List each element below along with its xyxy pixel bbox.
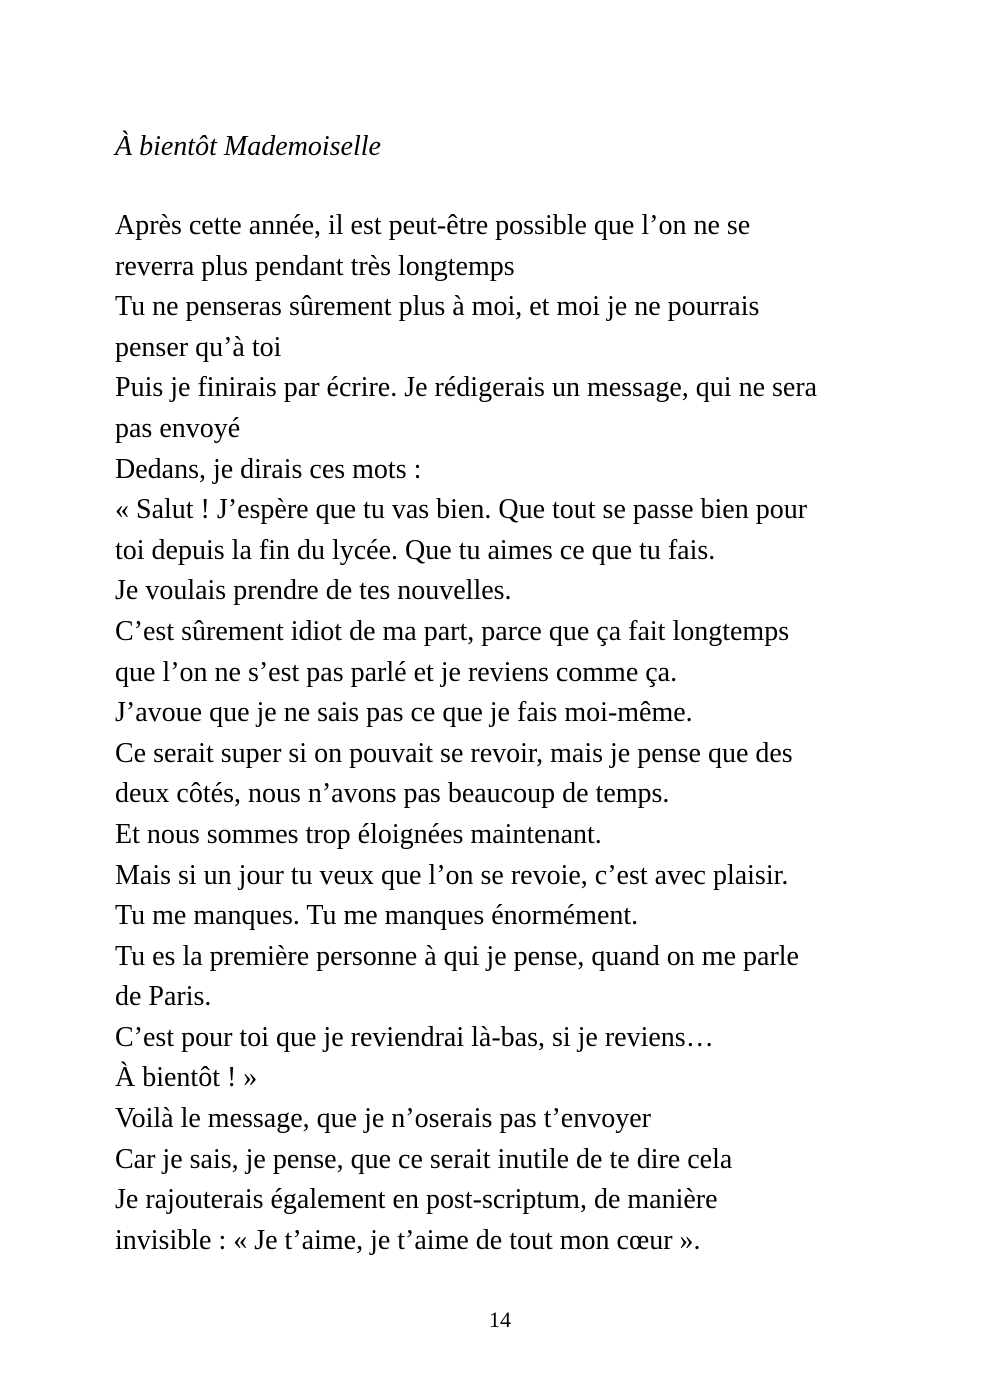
poem-line: que l’on ne s’est pas parlé et je reviens comme ça. <box>115 656 678 688</box>
poem-line: Puis je finirais par écrire. Je rédigerais un message, qui ne sera <box>115 372 818 404</box>
poem-line: Je voulais prendre de tes nouvelles. <box>115 575 512 607</box>
poem-line: pas envoyé <box>115 412 241 444</box>
poem-line: C’est sûrement idiot de ma part, parce que ça fait longtemps <box>115 615 790 647</box>
poem-line: penser qu’à toi <box>115 331 282 363</box>
poem-title: À bientôt Mademoiselle <box>115 131 381 162</box>
poem-line: de Paris. <box>115 981 212 1013</box>
poem-line: « Salut ! J’espère que tu vas bien. Que tout se passe bien pour <box>115 494 808 526</box>
poem-line: toi depuis la fin du lycée. Que tu aimes ce que tu fais. <box>115 534 716 566</box>
poem-line: Tu ne penseras sûrement plus à moi, et moi je ne pourrais <box>115 291 760 323</box>
poem-line: C’est pour toi que je reviendrai là-bas, si je reviens… <box>115 1021 714 1053</box>
poem-line: Tu me manques. Tu me manques énormément. <box>115 900 639 932</box>
poem-line: Dedans, je dirais ces mots : <box>115 453 422 485</box>
poem-line: Après cette année, il est peut-être possible que l’on ne se <box>115 210 751 241</box>
poem-line: deux côtés, nous n’avons pas beaucoup de temps. <box>115 778 670 810</box>
poem-line: invisible : « Je t’aime, je t’aime de tout mon cœur ». <box>115 1224 701 1256</box>
poem-line: Tu es la première personne à qui je pense, quand on me parle <box>115 940 799 972</box>
poem-line: reverra plus pendant très longtemps <box>115 250 515 282</box>
poem-line: Et nous sommes trop éloignées maintenant. <box>115 818 602 850</box>
poem-line: Voilà le message, que je n’oserais pas t’envoyer <box>115 1103 651 1135</box>
page-number: 14 <box>489 1307 511 1332</box>
poem-body <box>115 206 905 1261</box>
poem-line: Car je sais, je pense, que ce serait inutile de te dire cela <box>115 1143 733 1175</box>
poem-line: À bientôt ! » <box>115 1062 258 1094</box>
poem-line: Ce serait super si on pouvait se revoir, mais je pense que des <box>115 737 793 769</box>
poem-line: J’avoue que je ne sais pas ce que je fais moi-même. <box>115 697 693 729</box>
poem-line: Je rajouterais également en post-scriptum, de manière <box>115 1184 718 1216</box>
poem-line: Mais si un jour tu veux que l’on se revoie, c’est avec plaisir. <box>115 859 789 891</box>
